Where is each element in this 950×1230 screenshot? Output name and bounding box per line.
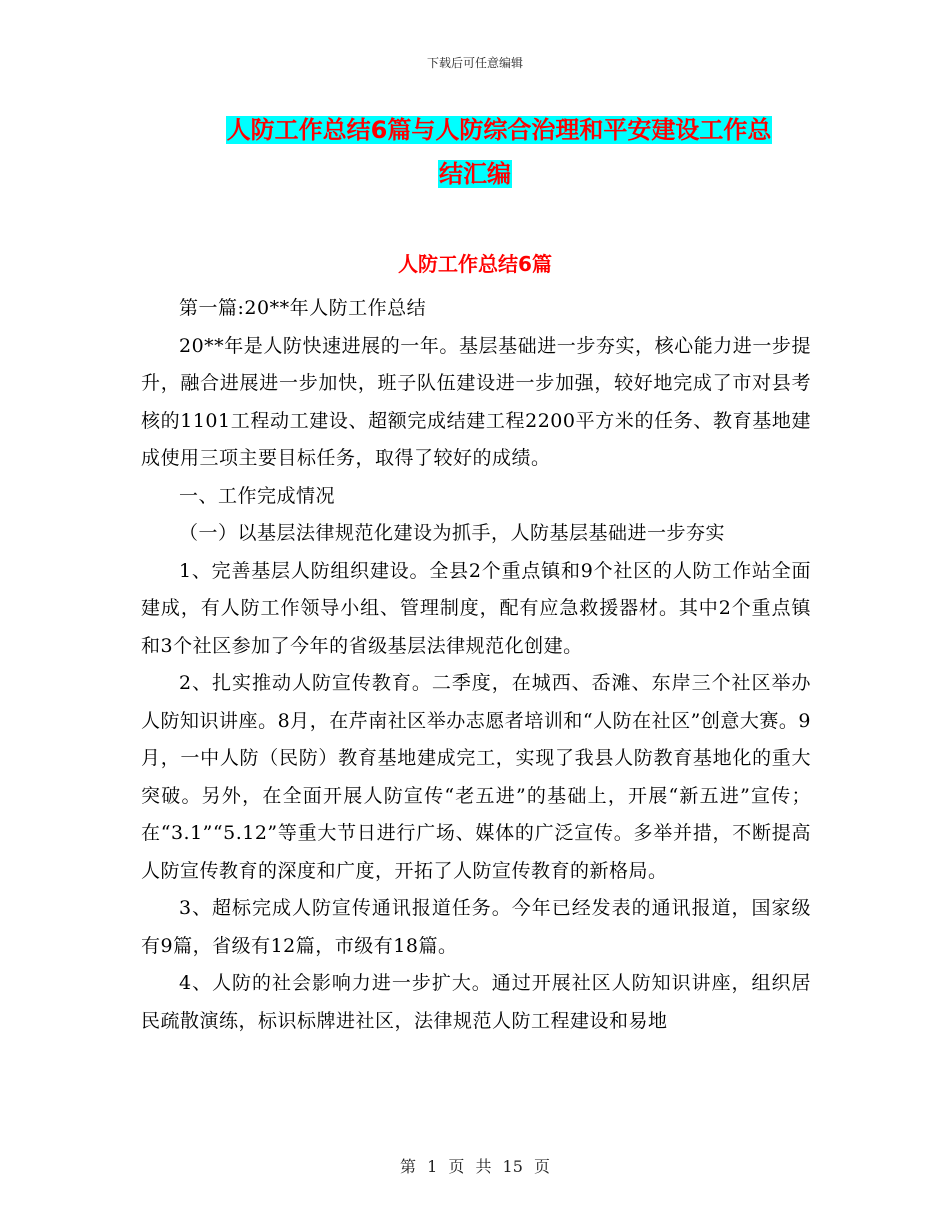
body-paragraph: 20**年是人防快速进展的一年。基层基础进一步夯实，核心能力进一步提升，融合进展进一步加快，班子队伍建设进一步加强，较好地完成了市对县考核的1101工程动工建设、超额完成结建工程2200平方米的任务、教育基地建成使用三项主要目标任务，取得了较好的成绩。 (141, 334, 811, 469)
header-note: 下载后可任意编辑 (426, 56, 523, 70)
document-title-line-2 (0, 157, 950, 191)
page-footer: 第 1 页 共 15 页 (400, 1157, 550, 1176)
document-title-line-1 (24, 113, 950, 147)
body-paragraph: 4、人防的社会影响力进一步扩大。通过开展社区人防知识讲座，组织居民疏散演练，标识标牌进社区，法律规范人防工程建设和易地 (141, 972, 811, 1032)
body-paragraph: 2、扎实推动人防宣传教育。二季度，在城西、岙滩、东岸三个社区举办人防知识讲座。8月，在芹南社区举办志愿者培训和“人防在社区”创意大赛。9月，一中人防（民防）教育基地建成完工，实现了我县人防教育基地化的重大突破。另外，在全面开展人防宣传“老五进”的基础上，开展“新五进”宣传；在“3.1”“5.12”等重大节日进行广场、媒体的广泛宣传。多举并措，不断提高人防宣传教育的深度和广度，开拓了人防宣传教育的新格局。 (141, 672, 811, 882)
chapter-heading: 第一篇:20**年人防工作总结 (179, 297, 427, 319)
section-title: 人防工作总结6篇 (398, 252, 552, 276)
body-paragraph: 1、完善基层人防组织建设。全县2个重点镇和9个社区的人防工作站全面建成，有人防工作领导小组、管理制度，配有应急救援器材。其中2个重点镇和3个社区参加了今年的省级基层法律规范化创建。 (141, 559, 811, 657)
document-body (141, 290, 811, 1040)
document-title-text-2: 结汇编 (439, 160, 511, 188)
body-paragraph: 3、超标完成人防宣传通讯报道任务。今年已经发表的通讯报道，国家级有9篇，省级有12篇，市级有18篇。 (141, 897, 811, 957)
subsection-heading: 一、工作完成情况 (179, 484, 336, 507)
subsection-heading: （一）以基层法律规范化建设为抓手，人防基层基础进一步夯实 (179, 522, 726, 544)
document-title-text-1: 人防工作总结6篇与人防综合治理和平安建设工作总 (226, 116, 772, 144)
